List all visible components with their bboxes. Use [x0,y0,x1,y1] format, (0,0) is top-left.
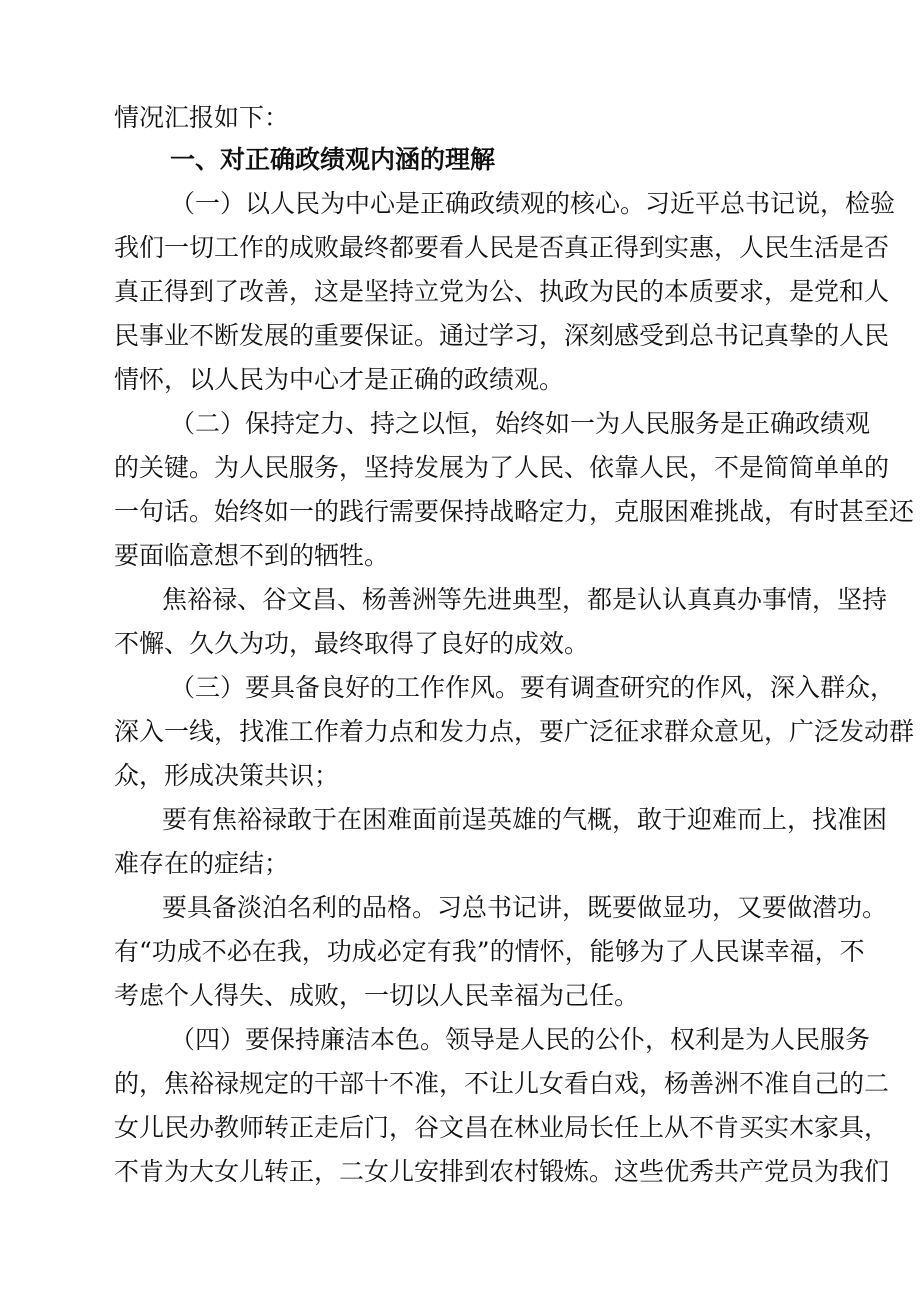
paragraph-line: 女儿民办教师转正走后门，谷文昌在林业局长任上从不肯买实木家具， [114,1113,890,1142]
paragraph-line: 要有焦裕禄敢于在困难面前逞英雄的气概，敢于迎难而上，找准困 [162,805,888,834]
paragraph-line: （二）保持定力、持之以恒，始终如一为人民服务是正确政绩观 [170,409,871,438]
paragraph-line: 焦裕禄、谷文昌、杨善洲等先进典型，都是认认真真办事情，坚持 [162,585,888,614]
paragraph-line: 真正得到了改善，这是坚持立党为公、执政为民的本质要求，是党和人 [114,277,890,306]
paragraph-line: 民事业不断发展的重要保证。通过学习，深刻感受到总书记真挚的人民 [114,321,890,350]
paragraph-line: 深入一线，找准工作着力点和发力点，要广泛征求群众意见，广泛发动群 [114,717,915,746]
paragraph-line: 的关键。为人民服务，坚持发展为了人民、依靠人民，不是简简单单的 [114,453,890,482]
paragraph-line: 情怀，以人民为中心才是正确的政绩观。 [114,365,565,394]
paragraph-line: 我们一切工作的成败最终都要看人民是否真正得到实惠，人民生活是否 [114,233,890,262]
paragraph-line: 要具备淡泊名利的品格。习总书记讲，既要做显功，又要做潜功。 [162,893,888,922]
paragraph-line: （一）以人民为中心是正确政绩观的核心。习近平总书记说，检验 [170,189,896,218]
paragraph-line: 众，形成决策共识； [114,761,340,790]
paragraph-line: 不懈、久久为功，最终取得了良好的成效。 [114,629,590,658]
paragraph-line: 不肯为大女儿转正，二女儿安排到农村锻炼。这些优秀共产党员为我们 [114,1157,890,1186]
intro-line: 情况汇报如下： [114,103,290,132]
paragraph-line: 的，焦裕禄规定的干部十不准，不让儿女看白戏，杨善洲不准自己的二 [114,1069,890,1098]
paragraph-line: 难存在的症结； [114,849,290,878]
paragraph-line: 一句话。始终如一的践行需要保持战略定力，克服困难挑战，有时甚至还 [114,497,915,526]
paragraph-line: 要面临意想不到的牺牲。 [114,541,390,570]
paragraph-line: 考虑个人得失、成败，一切以人民幸福为己任。 [114,981,640,1010]
paragraph-line: 有“功成不必在我，功成必定有我”的情怀，能够为了人民谋幸福，不 [114,937,865,966]
paragraph-line: （四）要保持廉洁本色。领导是人民的公仆，权利是为人民服务 [170,1025,871,1054]
paragraph-line: （三）要具备良好的工作作风。要有调查研究的作风，深入群众， [170,673,896,702]
section-heading: 一、对正确政绩观内涵的理解 [170,145,496,174]
